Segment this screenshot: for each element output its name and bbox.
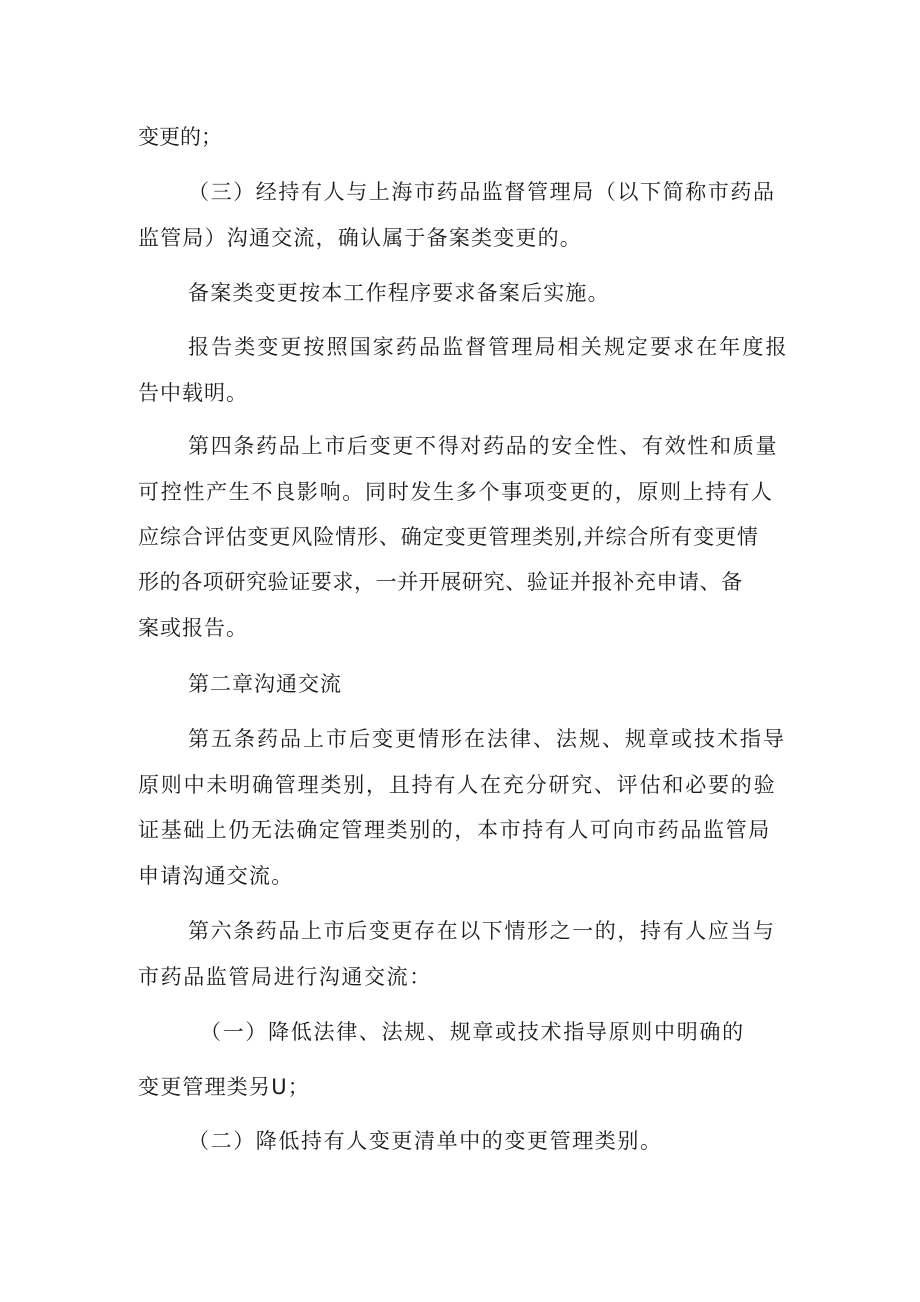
text-line-article-6-item-1-start: （一）降低法律、法规、规章或技术指导原则中明确的	[200, 1020, 745, 1044]
text-line-article-6-line-2: 市药品监管局进行沟通交流：	[138, 965, 432, 989]
text-line-article-5-line-1: 第五条药品上市后变更情形在法律、法规、规章或技术指导	[188, 727, 786, 751]
text-line-report-change-end: 告中载明。	[138, 381, 248, 405]
text-line-article-6-line-1: 第六条药品上市后变更存在以下情形之一的，持有人应当与	[188, 919, 776, 943]
text-line-article-5-line-2: 原则中未明确管理类别，且持有人在充分研究、评估和必要的验	[138, 773, 777, 797]
chapter-heading: 第二章沟通交流	[188, 672, 342, 696]
text-line-article-4-line-4: 形的各项研究验证要求，一并开展研究、验证并报补充申请、备	[138, 570, 743, 594]
text-line-report-change-start: 报告类变更按照国家药品监督管理局相关规定要求在年度报	[188, 335, 789, 359]
text-line-article-5-line-4: 申请沟通交流。	[138, 864, 294, 888]
text-line-item-3-start: （三）经持有人与上海市药品监督管理局（以下简称市药品	[188, 180, 776, 204]
text-line-bian-geng-de: 变更的；	[138, 125, 222, 149]
text-line-article-4-line-5: 案或报告。	[138, 616, 248, 640]
text-line-article-6-item-1-end: 变更管理类另U；	[138, 1075, 310, 1099]
text-line-article-5-line-3: 证基础上仍无法确定管理类别的，本市持有人可向市药品监管局	[138, 818, 771, 842]
text-line-item-3-end: 监管局）沟通交流，确认属于备案类变更的。	[138, 226, 582, 250]
text-line-article-4-line-3: 应综合评估变更风险情形、确定变更管理类别,并综合所有变更情	[138, 525, 759, 549]
text-line-article-4-line-1: 第四条药品上市后变更不得对药品的安全性、有效性和质量	[188, 434, 779, 458]
text-line-article-6-item-2: （二）降低持有人变更清单中的变更管理类别。	[188, 1129, 663, 1153]
text-line-filing-change: 备案类变更按本工作程序要求备案后实施。	[188, 281, 610, 305]
text-line-article-4-line-2: 可控性产生不良影响。同时发生多个事项变更的，原则上持有人	[138, 480, 774, 504]
